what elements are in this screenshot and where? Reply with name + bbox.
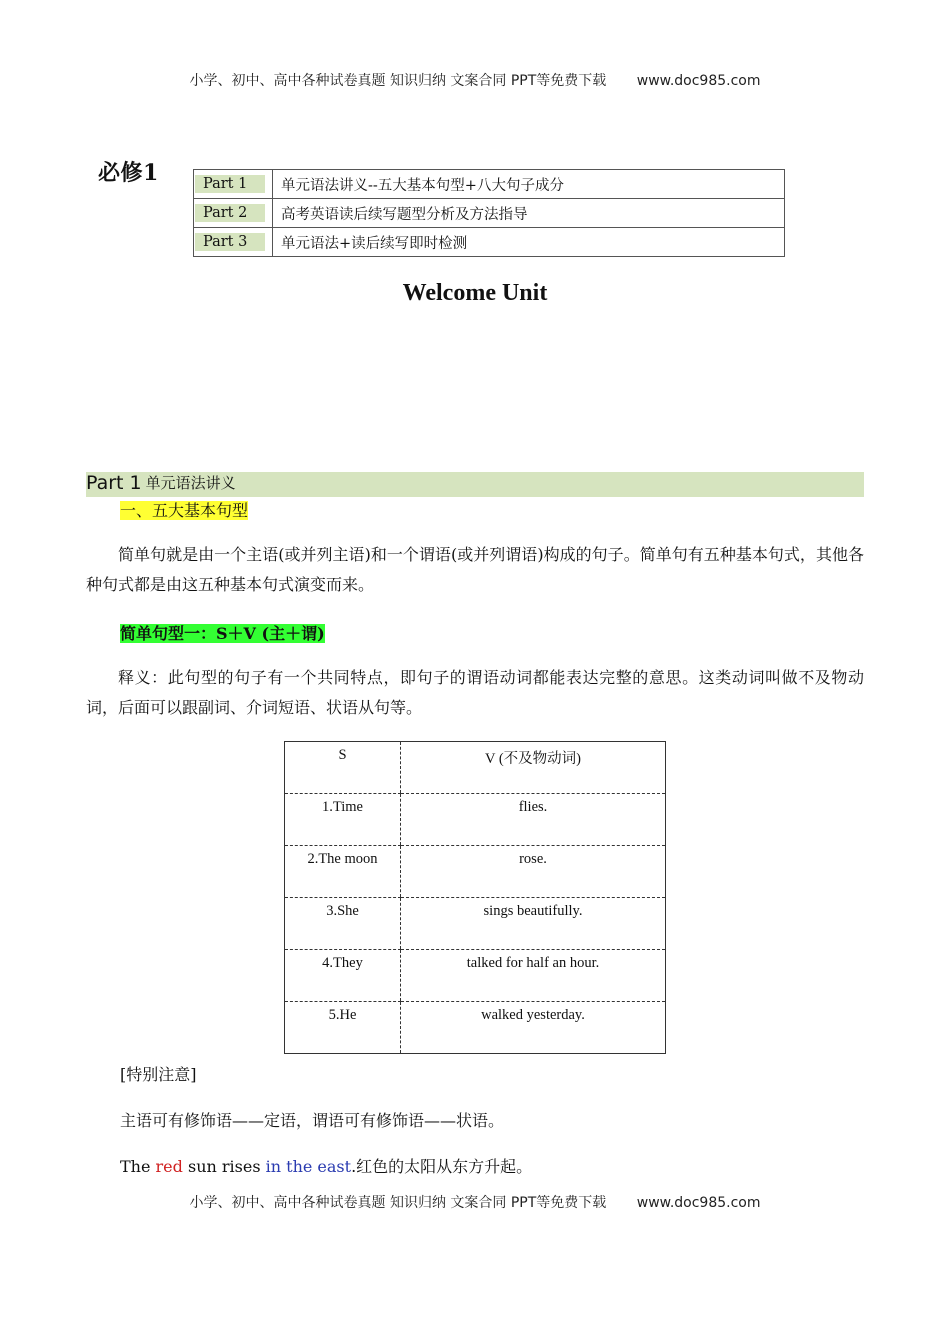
table-row	[194, 170, 785, 199]
page-header	[0, 70, 950, 90]
part-label: Part 2	[195, 204, 265, 222]
table-row	[285, 1002, 666, 1054]
table-row	[285, 950, 666, 1002]
section-heading: 一、五大基本句型	[120, 501, 249, 520]
part-label: Part 3	[195, 233, 265, 251]
note-text: 主语可有修饰语——定语，谓语可有修饰语——状语。	[120, 1111, 505, 1130]
table-row	[285, 846, 666, 898]
intro-paragraph: 简单句就是由一个主语(或并列主语)和一个谓语(或并列谓语)构成的句子。简单句有五种基本句式，其他各种句式都是由这五种基本句式演变而来。	[86, 545, 864, 594]
part1-label: Part 1	[86, 472, 142, 494]
verb-cell: walked yesterday.	[401, 1002, 666, 1054]
example-attribute-word: red	[155, 1157, 183, 1176]
part-description: 单元语法+读后续写即时检测	[273, 228, 785, 257]
footer-site-link[interactable]: www.doc985.com	[636, 1195, 761, 1211]
example-sentence	[120, 1154, 532, 1177]
example-adverbial-phrase: in the east	[265, 1157, 352, 1176]
table-row	[285, 794, 666, 846]
pattern-heading-line	[120, 621, 325, 644]
table-row	[194, 228, 785, 257]
note-label: [特别注意]	[120, 1065, 197, 1084]
verb-cell: sings beautifully.	[401, 898, 666, 950]
example-translation: .红色的太阳从东方升起。	[351, 1157, 533, 1176]
example-word: sun rises	[182, 1157, 266, 1176]
explanation-paragraph: 释义：此句型的句子有一个共同特点，即句子的谓语动词都能表达完整的意思。这类动词叫做不及物动词，后面可以跟副词、介词短语、状语从句等。	[86, 668, 864, 717]
part-description: 单元语法讲义--五大基本句型+八大句子成分	[273, 170, 785, 199]
verb-cell: rose.	[401, 846, 666, 898]
table-header-row	[285, 742, 666, 794]
table-row	[285, 898, 666, 950]
subject-cell: 4.They	[285, 950, 401, 1002]
part-label: Part 1	[195, 175, 265, 193]
footer-text: 小学、初中、高中各种试卷真题 知识归纳 文案合同 PPT等免费下载	[189, 1195, 607, 1211]
unit-title: Welcome Unit	[402, 280, 548, 306]
table-row	[194, 199, 785, 228]
verb-cell: flies.	[401, 794, 666, 846]
sv-example-table	[284, 741, 666, 1054]
subject-cell: 5.He	[285, 1002, 401, 1054]
verb-cell: talked for half an hour.	[401, 950, 666, 1002]
part-description: 高考英语读后续写题型分析及方法指导	[273, 199, 785, 228]
section-heading-line	[120, 498, 248, 521]
example-word: The	[120, 1157, 156, 1176]
book-title: 必修1	[98, 160, 159, 186]
parts-table	[193, 169, 785, 257]
part1-heading-bar	[86, 472, 864, 497]
subject-cell: 1.Time	[285, 794, 401, 846]
part1-title: 单元语法讲义	[145, 474, 236, 492]
pattern1-heading: 简单句型一：S＋V (主＋谓)	[120, 624, 325, 643]
header-site-link[interactable]: www.doc985.com	[636, 73, 761, 89]
page-footer	[0, 1192, 950, 1212]
column-header: S	[285, 742, 401, 794]
header-text: 小学、初中、高中各种试卷真题 知识归纳 文案合同 PPT等免费下载	[189, 73, 607, 89]
subject-cell: 2.The moon	[285, 846, 401, 898]
column-header: V (不及物动词)	[401, 742, 666, 794]
subject-cell: 3.She	[285, 898, 401, 950]
